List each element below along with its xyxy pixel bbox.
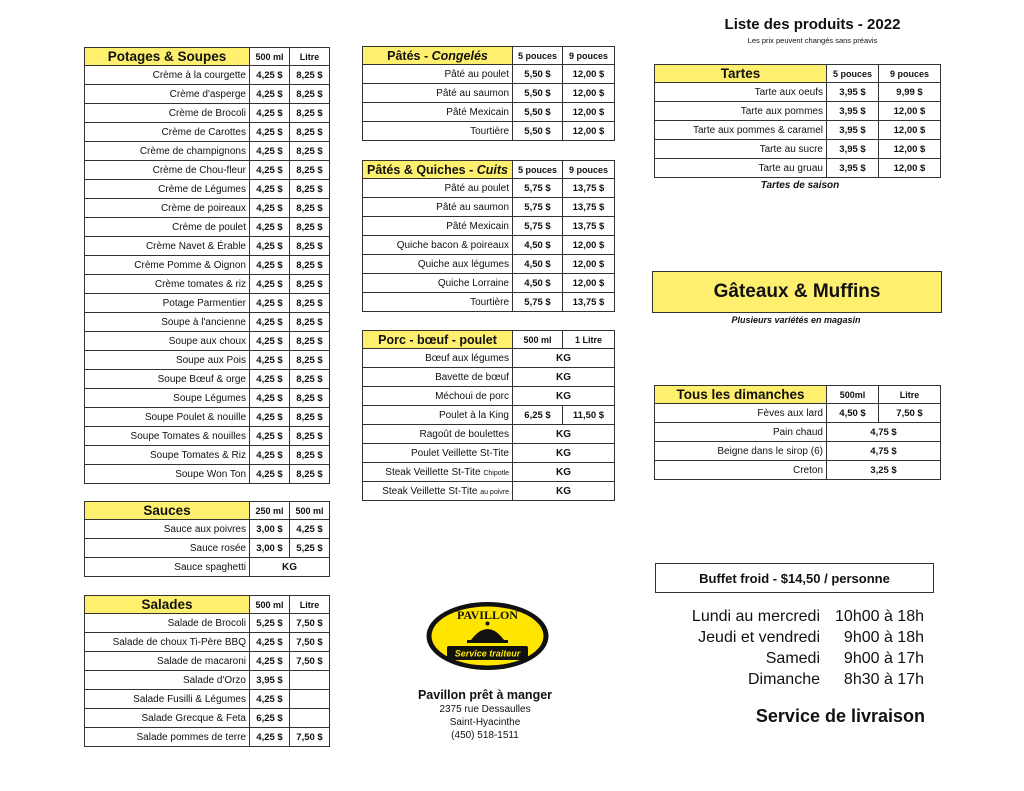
item-name: Crème de Légumes	[85, 180, 250, 199]
hours-row	[640, 648, 930, 669]
item-name: Fèves aux lard	[655, 404, 827, 423]
column-header: 500 ml	[250, 48, 290, 66]
item-name: Soupe Tomates & Riz	[85, 446, 250, 465]
item-price: 3,95 $	[827, 102, 879, 121]
table-row	[85, 161, 330, 180]
item-name: Bavette de bœuf	[363, 368, 513, 387]
item-price: 7,50 $	[290, 614, 330, 633]
buffet-box	[655, 563, 934, 593]
gateaux-box	[652, 271, 942, 313]
item-price: 7,50 $	[290, 652, 330, 671]
item-price: 4,25 $	[250, 313, 290, 332]
item-price: 4,25 $	[250, 652, 290, 671]
table-row	[655, 102, 941, 121]
table-row	[655, 461, 941, 480]
item-price: 4,25 $	[250, 294, 290, 313]
section-title: Sauces	[85, 502, 250, 520]
item-price: 3,00 $	[250, 520, 290, 539]
table-row	[85, 728, 330, 747]
table-row	[363, 274, 615, 293]
item-price: 4,25 $	[250, 728, 290, 747]
table-row	[85, 199, 330, 218]
table-row	[85, 104, 330, 123]
item-price: 12,00 $	[563, 84, 615, 103]
gateaux-title: Gâteaux & Muffins	[713, 281, 881, 302]
item-price: 4,25 $	[250, 427, 290, 446]
table-row	[363, 293, 615, 312]
item-price: 4,25 $	[250, 180, 290, 199]
item-price: 4,25 $	[250, 142, 290, 161]
item-price: 4,25 $	[250, 332, 290, 351]
table-row	[655, 423, 941, 442]
table-row	[363, 198, 615, 217]
item-price: 8,25 $	[290, 199, 330, 218]
item-name: Pâté Mexicain	[363, 217, 513, 236]
table-row	[363, 387, 615, 406]
table-row	[655, 140, 941, 159]
item-name: Soupe à l'ancienne	[85, 313, 250, 332]
item-price: 3,00 $	[250, 539, 290, 558]
table-row	[85, 520, 330, 539]
table-row	[655, 121, 941, 140]
item-name: Pâté au poulet	[363, 65, 513, 84]
item-price: 4,25 $	[250, 275, 290, 294]
potages-table	[84, 47, 330, 484]
column-header: 9 pouces	[563, 47, 615, 65]
table-row	[85, 389, 330, 408]
item-price: 8,25 $	[290, 313, 330, 332]
item-price: 13,75 $	[563, 293, 615, 312]
table-row	[85, 539, 330, 558]
item-name: Steak Veillette St-Tite Chipotle	[363, 463, 513, 482]
section-title: Pâtés & Quiches - Cuits	[363, 161, 513, 179]
column-header: 5 pouces	[827, 65, 879, 83]
table-row	[363, 255, 615, 274]
item-name: Crème Pomme & Oignon	[85, 256, 250, 275]
item-unit: KG	[513, 463, 615, 482]
item-name: Salade Grecque & Feta	[85, 709, 250, 728]
item-price: 5,75 $	[513, 179, 563, 198]
sauces-table	[84, 501, 330, 577]
item-name: Tourtière	[363, 122, 513, 141]
item-price: 12,00 $	[879, 140, 941, 159]
column-header: 250 ml	[250, 502, 290, 520]
item-price: 4,75 $	[827, 442, 941, 461]
column-header: 500 ml	[250, 596, 290, 614]
hours-time: 9h00 à 17h	[843, 650, 924, 667]
item-name: Pâté Mexicain	[363, 103, 513, 122]
table-row	[85, 218, 330, 237]
hours-row	[640, 606, 930, 627]
item-unit: KG	[513, 387, 615, 406]
section-title: Tous les dimanches	[655, 386, 827, 404]
item-price: 12,00 $	[879, 121, 941, 140]
table-row	[363, 406, 615, 425]
item-price: 6,25 $	[513, 406, 563, 425]
pates-congeles-table	[362, 46, 615, 141]
item-price	[290, 671, 330, 690]
tartes-table	[654, 64, 941, 178]
item-price: 8,25 $	[290, 446, 330, 465]
hours-time: 8h30 à 17h	[843, 671, 924, 688]
item-name: Tarte au gruau	[655, 159, 827, 178]
logo-brand: PAVILLON	[457, 608, 518, 622]
item-price: 8,25 $	[290, 161, 330, 180]
column-header: 9 pouces	[563, 161, 615, 179]
item-price: 12,00 $	[563, 255, 615, 274]
table-row	[85, 633, 330, 652]
table-row	[655, 83, 941, 102]
item-unit: KG	[250, 558, 330, 577]
hours-row	[640, 669, 930, 690]
item-name: Crème de Carottes	[85, 123, 250, 142]
hours-time: 10h00 à 18h	[835, 608, 924, 625]
table-row	[85, 180, 330, 199]
store-phone: (450) 518-1511	[451, 730, 519, 741]
table-row	[85, 690, 330, 709]
item-price: 4,25 $	[250, 389, 290, 408]
table-row	[363, 103, 615, 122]
table-row	[85, 142, 330, 161]
item-price: 11,50 $	[563, 406, 615, 425]
hours-row	[640, 627, 930, 648]
item-price: 3,25 $	[827, 461, 941, 480]
column-header: 1 Litre	[563, 331, 615, 349]
table-row	[85, 66, 330, 85]
item-name: Salade de macaroni	[85, 652, 250, 671]
item-name: Salade de choux Ti-Père BBQ	[85, 633, 250, 652]
pavillon-logo	[425, 600, 550, 672]
salades-table	[84, 595, 330, 747]
store-city: Saint-Hyacinthe	[449, 717, 521, 728]
item-price: 12,00 $	[879, 102, 941, 121]
item-price: 4,25 $	[250, 446, 290, 465]
table-row	[85, 370, 330, 389]
item-name: Soupe Tomates & nouilles	[85, 427, 250, 446]
item-price: 8,25 $	[290, 408, 330, 427]
livraison-text: Service de livraison	[755, 706, 925, 726]
item-name: Crème de poulet	[85, 218, 250, 237]
item-price: 4,25 $	[250, 370, 290, 389]
buffet-text: Buffet froid - $14,50 / personne	[699, 570, 890, 586]
item-name: Crème d'asperge	[85, 85, 250, 104]
item-price: 3,95 $	[827, 83, 879, 102]
table-row	[363, 84, 615, 103]
item-price: 8,25 $	[290, 104, 330, 123]
item-name: Quiche Lorraine	[363, 274, 513, 293]
item-price: 8,25 $	[290, 275, 330, 294]
item-price: 8,25 $	[290, 85, 330, 104]
item-name: Soupe Poulet & nouille	[85, 408, 250, 427]
item-unit: KG	[513, 482, 615, 501]
column-header: 500 ml	[513, 331, 563, 349]
item-price: 8,25 $	[290, 427, 330, 446]
item-price: 4,50 $	[827, 404, 879, 423]
table-row	[363, 65, 615, 84]
item-name: Soupe Légumes	[85, 389, 250, 408]
item-price: 8,25 $	[290, 465, 330, 484]
item-name: Poulet Veillette St-Tite	[363, 444, 513, 463]
item-price: 6,25 $	[250, 709, 290, 728]
item-name: Poulet à la King	[363, 406, 513, 425]
item-price: 4,25 $	[250, 199, 290, 218]
item-name: Crème de Brocoli	[85, 104, 250, 123]
item-price: 5,50 $	[513, 84, 563, 103]
item-price: 13,75 $	[563, 198, 615, 217]
item-price: 3,95 $	[827, 140, 879, 159]
item-name: Crème à la courgette	[85, 66, 250, 85]
item-name: Soupe Bœuf & orge	[85, 370, 250, 389]
table-row	[85, 332, 330, 351]
table-row	[85, 85, 330, 104]
item-price: 12,00 $	[563, 65, 615, 84]
section-title: Pâtés - Congelés	[363, 47, 513, 65]
item-name: Tarte aux oeufs	[655, 83, 827, 102]
table-row	[655, 159, 941, 178]
item-price: 8,25 $	[290, 332, 330, 351]
item-price: 12,00 $	[563, 274, 615, 293]
item-price: 12,00 $	[563, 236, 615, 255]
item-price: 8,25 $	[290, 66, 330, 85]
table-row	[363, 425, 615, 444]
column-header: Litre	[290, 48, 330, 66]
column-header: 9 pouces	[879, 65, 941, 83]
hours-days: Dimanche	[747, 671, 820, 688]
table-row	[85, 237, 330, 256]
column-header: 500ml	[827, 386, 879, 404]
item-price: 8,25 $	[290, 351, 330, 370]
item-name: Pâté au saumon	[363, 198, 513, 217]
dimanches-table	[654, 385, 941, 480]
table-row	[363, 482, 615, 501]
item-name: Bœuf aux légumes	[363, 349, 513, 368]
item-name: Quiche bacon & poireaux	[363, 236, 513, 255]
item-price: 4,25 $	[250, 690, 290, 709]
item-price: 4,25 $	[250, 66, 290, 85]
table-row	[85, 256, 330, 275]
item-price: 5,50 $	[513, 65, 563, 84]
item-price: 13,75 $	[563, 217, 615, 236]
section-title: Salades	[85, 596, 250, 614]
table-row	[85, 427, 330, 446]
table-row	[85, 313, 330, 332]
item-price	[290, 709, 330, 728]
section-title: Tartes	[655, 65, 827, 83]
item-price: 4,25 $	[250, 104, 290, 123]
item-unit: KG	[513, 368, 615, 387]
item-name: Sauce rosée	[85, 539, 250, 558]
item-price: 4,25 $	[250, 85, 290, 104]
item-name: Beigne dans le sirop (6)	[655, 442, 827, 461]
item-price: 4,25 $	[250, 351, 290, 370]
item-name: Tourtière	[363, 293, 513, 312]
item-name: Soupe aux Pois	[85, 351, 250, 370]
store-name: Pavillon prêt à manger	[417, 688, 553, 702]
item-price: 8,25 $	[290, 370, 330, 389]
item-price: 3,95 $	[827, 159, 879, 178]
item-name: Méchoui de porc	[363, 387, 513, 406]
table-row	[655, 442, 941, 461]
item-price: 4,50 $	[513, 236, 563, 255]
item-price: 5,50 $	[513, 122, 563, 141]
item-name: Pain chaud	[655, 423, 827, 442]
item-name: Salade d'Orzo	[85, 671, 250, 690]
item-price: 4,25 $	[250, 256, 290, 275]
item-price: 12,00 $	[563, 103, 615, 122]
hours-days: Jeudi et vendredi	[698, 629, 820, 646]
item-price: 8,25 $	[290, 218, 330, 237]
item-price: 8,25 $	[290, 294, 330, 313]
table-row	[655, 404, 941, 423]
porc-table	[362, 330, 615, 501]
table-row	[363, 368, 615, 387]
item-name: Soupe aux choux	[85, 332, 250, 351]
hours-time: 9h00 à 18h	[843, 629, 924, 646]
store-street: 2375 rue Dessaulles	[439, 704, 531, 715]
item-name: Crème de Chou-fleur	[85, 161, 250, 180]
page-title: Liste des produits - 2022	[724, 16, 901, 33]
address-block	[395, 688, 575, 741]
item-price: 4,25 $	[250, 161, 290, 180]
table-row	[363, 236, 615, 255]
item-price: 8,25 $	[290, 123, 330, 142]
item-price: 8,25 $	[290, 142, 330, 161]
table-row	[363, 444, 615, 463]
column-header: 5 pouces	[513, 47, 563, 65]
item-price: 12,00 $	[563, 122, 615, 141]
item-price: 4,25 $	[250, 633, 290, 652]
item-price: 4,25 $	[290, 520, 330, 539]
item-name: Sauce aux poivres	[85, 520, 250, 539]
column-header: 500 ml	[290, 502, 330, 520]
table-row	[363, 463, 615, 482]
item-price: 8,25 $	[290, 389, 330, 408]
item-name: Potage Parmentier	[85, 294, 250, 313]
item-price: 5,75 $	[513, 198, 563, 217]
table-row	[363, 179, 615, 198]
table-row	[85, 446, 330, 465]
item-name: Salade de Brocoli	[85, 614, 250, 633]
item-name: Tarte au sucre	[655, 140, 827, 159]
item-name: Ragoût de boulettes	[363, 425, 513, 444]
item-price: 9,99 $	[879, 83, 941, 102]
item-name: Crème tomates & riz	[85, 275, 250, 294]
item-price: 8,25 $	[290, 237, 330, 256]
table-row	[85, 294, 330, 313]
table-row	[85, 671, 330, 690]
item-price: 8,25 $	[290, 180, 330, 199]
table-row	[85, 275, 330, 294]
item-name: Tarte aux pommes & caramel	[655, 121, 827, 140]
item-price: 4,25 $	[250, 465, 290, 484]
item-price: 12,00 $	[879, 159, 941, 178]
item-unit: KG	[513, 349, 615, 368]
table-row	[85, 614, 330, 633]
section-title: Porc - bœuf - poulet	[363, 331, 513, 349]
item-name: Crème Navet & Érable	[85, 237, 250, 256]
item-unit: KG	[513, 425, 615, 444]
table-row	[363, 349, 615, 368]
item-price: 4,75 $	[827, 423, 941, 442]
table-row	[363, 122, 615, 141]
gateaux-note: Plusieurs variétés en magasin	[731, 315, 861, 325]
item-price	[290, 690, 330, 709]
item-price: 8,25 $	[290, 256, 330, 275]
table-row	[85, 652, 330, 671]
item-price: 5,25 $	[290, 539, 330, 558]
logo-tagline: Service traiteur	[454, 648, 521, 659]
item-price: 4,50 $	[513, 255, 563, 274]
item-price: 4,25 $	[250, 218, 290, 237]
item-price: 13,75 $	[563, 179, 615, 198]
item-name: Tarte aux pommes	[655, 102, 827, 121]
hours-days: Lundi au mercredi	[691, 608, 820, 625]
item-price: 7,50 $	[879, 404, 941, 423]
item-price: 5,50 $	[513, 103, 563, 122]
item-price: 7,50 $	[290, 728, 330, 747]
item-name: Crème de champignons	[85, 142, 250, 161]
table-row	[363, 217, 615, 236]
column-header: Litre	[290, 596, 330, 614]
item-price: 4,25 $	[250, 123, 290, 142]
tartes-note: Tartes de saison	[760, 180, 840, 191]
section-title: Potages & Soupes	[85, 48, 250, 66]
hours-days: Samedi	[765, 650, 820, 667]
item-price: 5,75 $	[513, 217, 563, 236]
item-name: Quiche aux légumes	[363, 255, 513, 274]
hours-block	[640, 606, 930, 690]
table-row	[85, 408, 330, 427]
item-price: 3,95 $	[250, 671, 290, 690]
item-name: Salade Fusilli & Légumes	[85, 690, 250, 709]
item-price: 5,75 $	[513, 293, 563, 312]
column-header: 5 pouces	[513, 161, 563, 179]
table-row	[85, 465, 330, 484]
item-name: Soupe Won Ton	[85, 465, 250, 484]
table-row	[85, 123, 330, 142]
item-price: 4,50 $	[513, 274, 563, 293]
table-row	[85, 558, 330, 577]
page-subtitle: Les prix peuvent changés sans préavis	[747, 36, 878, 45]
item-name: Crème de poireaux	[85, 199, 250, 218]
item-name: Pâté au saumon	[363, 84, 513, 103]
table-row	[85, 709, 330, 728]
item-name: Salade pommes de terre	[85, 728, 250, 747]
item-price: 7,50 $	[290, 633, 330, 652]
item-unit: KG	[513, 444, 615, 463]
column-header: Litre	[879, 386, 941, 404]
item-name: Steak Veillette St-Tite au poivre	[363, 482, 513, 501]
item-price: 5,25 $	[250, 614, 290, 633]
item-price: 4,25 $	[250, 408, 290, 427]
pates-cuits-table	[362, 160, 615, 312]
item-name: Sauce spaghetti	[85, 558, 250, 577]
table-row	[85, 351, 330, 370]
item-name: Pâté au poulet	[363, 179, 513, 198]
item-price: 4,25 $	[250, 237, 290, 256]
item-price: 3,95 $	[827, 121, 879, 140]
item-name: Creton	[655, 461, 827, 480]
